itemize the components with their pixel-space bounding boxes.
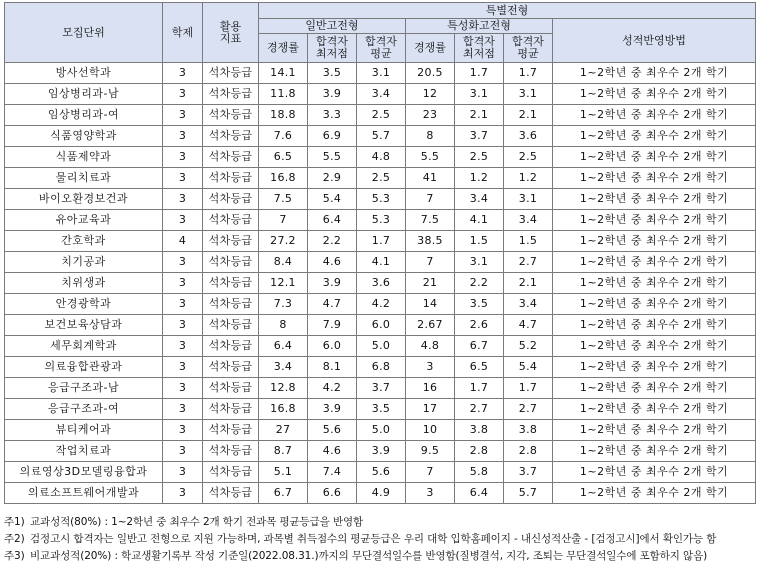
cell-special-competition: 3 [406,357,455,378]
cell-special-avg: 5.7 [504,483,553,504]
cell-general-competition: 3.4 [259,357,308,378]
footnote-label: 주3) [4,550,25,562]
table-row [5,84,756,105]
cell-years: 3 [163,147,203,168]
cell-years: 3 [163,63,203,84]
cell-method: 1~2학년 중 최우수 2개 학기 [553,147,756,168]
cell-years: 3 [163,84,203,105]
cell-metric: 석차등급 [203,147,259,168]
cell-special-min: 2.8 [455,441,504,462]
table-row [5,294,756,315]
cell-general-competition: 7 [259,210,308,231]
cell-special-avg: 2.8 [504,441,553,462]
cell-general-avg: 4.1 [357,252,406,273]
cell-general-competition: 27 [259,420,308,441]
cell-general-min: 6.0 [308,336,357,357]
cell-general-competition: 8 [259,315,308,336]
cell-method: 1~2학년 중 최우수 2개 학기 [553,336,756,357]
cell-method: 1~2학년 중 최우수 2개 학기 [553,357,756,378]
cell-special-competition: 10 [406,420,455,441]
cell-years: 4 [163,231,203,252]
cell-metric: 석차등급 [203,168,259,189]
cell-special-min: 6.5 [455,357,504,378]
header-years: 학제 [163,3,203,63]
cell-special-min: 2.5 [455,147,504,168]
cell-unit: 방사선학과 [5,63,163,84]
cell-special-min: 2.1 [455,105,504,126]
cell-general-avg: 4.2 [357,294,406,315]
cell-general-min: 7.4 [308,462,357,483]
header-special-min: 합격자 최저점 [455,34,504,63]
cell-general-avg: 4.8 [357,147,406,168]
cell-general-min: 7.9 [308,315,357,336]
cell-special-min: 1.5 [455,231,504,252]
cell-method: 1~2학년 중 최우수 2개 학기 [553,210,756,231]
cell-method: 1~2학년 중 최우수 2개 학기 [553,84,756,105]
cell-general-min: 5.4 [308,189,357,210]
header-special-avg: 합격자 평균 [504,34,553,63]
cell-general-avg: 3.7 [357,378,406,399]
cell-general-min: 6.9 [308,126,357,147]
cell-general-competition: 14.1 [259,63,308,84]
cell-method: 1~2학년 중 최우수 2개 학기 [553,483,756,504]
cell-general-avg: 1.7 [357,231,406,252]
table-row [5,210,756,231]
cell-general-avg: 5.0 [357,420,406,441]
cell-general-min: 3.5 [308,63,357,84]
cell-general-avg: 6.0 [357,315,406,336]
cell-special-min: 4.1 [455,210,504,231]
cell-years: 3 [163,252,203,273]
cell-general-competition: 6.5 [259,147,308,168]
cell-years: 3 [163,420,203,441]
table-row [5,420,756,441]
cell-general-competition: 7.3 [259,294,308,315]
cell-general-avg: 4.9 [357,483,406,504]
header-general: 일반고전형 [259,19,406,34]
cell-special-avg: 1.7 [504,63,553,84]
footnote-2 [4,531,756,548]
cell-general-competition: 11.8 [259,84,308,105]
cell-special-min: 2.7 [455,399,504,420]
cell-metric: 석차등급 [203,252,259,273]
cell-years: 3 [163,378,203,399]
cell-special-competition: 5.5 [406,147,455,168]
cell-unit: 작업치료과 [5,441,163,462]
cell-general-competition: 7.6 [259,126,308,147]
header-special-competition: 경쟁률 [406,34,455,63]
cell-metric: 석차등급 [203,126,259,147]
cell-unit: 의료소프트웨어개발과 [5,483,163,504]
cell-general-avg: 5.0 [357,336,406,357]
cell-years: 3 [163,399,203,420]
cell-general-avg: 2.5 [357,168,406,189]
cell-special-competition: 41 [406,168,455,189]
footnote-label: 주1) [4,516,25,528]
cell-general-avg: 5.3 [357,189,406,210]
cell-metric: 석차등급 [203,462,259,483]
cell-years: 3 [163,273,203,294]
cell-general-avg: 3.5 [357,399,406,420]
cell-years: 3 [163,336,203,357]
cell-general-avg: 3.9 [357,441,406,462]
cell-metric: 석차등급 [203,315,259,336]
cell-unit: 안경광학과 [5,294,163,315]
cell-general-avg: 3.4 [357,84,406,105]
cell-method: 1~2학년 중 최우수 2개 학기 [553,105,756,126]
cell-metric: 석차등급 [203,189,259,210]
cell-years: 3 [163,294,203,315]
footnote-text: 검정고시 합격자는 일반고 전형으로 지원 가능하며, 과목별 취득점수의 평균등급은 우리 대학 입학홈페이지 - 내신성적산출 - [검정고시]에서 확인가능 함 [30,533,717,545]
cell-special-competition: 7 [406,189,455,210]
cell-general-avg: 5.6 [357,462,406,483]
cell-special-competition: 23 [406,105,455,126]
admission-table-wrapper [4,2,755,504]
cell-metric: 석차등급 [203,84,259,105]
cell-general-competition: 12.8 [259,378,308,399]
cell-special-min: 1.2 [455,168,504,189]
cell-general-min: 2.9 [308,168,357,189]
cell-method: 1~2학년 중 최우수 2개 학기 [553,399,756,420]
cell-unit: 의료융합관광과 [5,357,163,378]
cell-special-min: 2.6 [455,315,504,336]
cell-special-avg: 3.4 [504,294,553,315]
cell-general-min: 4.6 [308,441,357,462]
cell-general-avg: 5.3 [357,210,406,231]
cell-special-avg: 3.6 [504,126,553,147]
cell-metric: 석차등급 [203,378,259,399]
cell-general-min: 3.3 [308,105,357,126]
cell-general-min: 3.9 [308,399,357,420]
cell-metric: 석차등급 [203,483,259,504]
table-row [5,357,756,378]
cell-special-avg: 4.7 [504,315,553,336]
footnote-1 [4,514,756,531]
cell-special-competition: 7 [406,252,455,273]
cell-unit: 바이오환경보건과 [5,189,163,210]
footnote-label: 주2) [4,533,25,545]
cell-general-competition: 6.4 [259,336,308,357]
footnote-3 [4,548,756,565]
cell-general-min: 4.2 [308,378,357,399]
cell-special-avg: 1.2 [504,168,553,189]
cell-special-min: 3.8 [455,420,504,441]
table-row [5,189,756,210]
cell-special-avg: 3.1 [504,84,553,105]
cell-metric: 석차등급 [203,399,259,420]
cell-unit: 보건보육상담과 [5,315,163,336]
cell-general-avg: 6.8 [357,357,406,378]
cell-unit: 치위생과 [5,273,163,294]
cell-special-competition: 21 [406,273,455,294]
cell-metric: 석차등급 [203,357,259,378]
cell-years: 3 [163,357,203,378]
footnote-text: 비교과성적(20%) : 학교생활기록부 작성 기준일(2022.08.31.)까지의 무단결석일수를 반영함(질병결석, 지각, 조퇴는 무단결석일수에 포함하지 않음) [30,550,708,562]
cell-special-avg: 5.2 [504,336,553,357]
cell-special-avg: 2.5 [504,147,553,168]
cell-metric: 석차등급 [203,420,259,441]
cell-unit: 응급구조과-여 [5,399,163,420]
cell-special-competition: 17 [406,399,455,420]
cell-general-min: 5.6 [308,420,357,441]
cell-special-avg: 3.7 [504,462,553,483]
cell-unit: 식품영양학과 [5,126,163,147]
cell-special-avg: 2.1 [504,105,553,126]
cell-years: 3 [163,315,203,336]
cell-metric: 석차등급 [203,231,259,252]
cell-general-min: 6.4 [308,210,357,231]
cell-unit: 물리치료과 [5,168,163,189]
cell-years: 3 [163,462,203,483]
header-general-min: 합격자 최저점 [308,34,357,63]
cell-general-avg: 3.6 [357,273,406,294]
cell-special-avg: 1.7 [504,378,553,399]
cell-special-competition: 16 [406,378,455,399]
cell-special-competition: 38.5 [406,231,455,252]
cell-special-min: 3.1 [455,84,504,105]
table-row [5,147,756,168]
cell-general-competition: 6.7 [259,483,308,504]
cell-general-competition: 16.8 [259,168,308,189]
cell-special-min: 1.7 [455,378,504,399]
table-row [5,105,756,126]
cell-special-min: 6.4 [455,483,504,504]
header-unit: 모집단위 [5,3,163,63]
cell-special-competition: 9.5 [406,441,455,462]
cell-general-competition: 18.8 [259,105,308,126]
table-row [5,168,756,189]
cell-method: 1~2학년 중 최우수 2개 학기 [553,126,756,147]
table-row [5,336,756,357]
table-row [5,441,756,462]
cell-special-competition: 14 [406,294,455,315]
cell-general-avg: 5.7 [357,126,406,147]
table-row [5,231,756,252]
header-general-competition: 경쟁률 [259,34,308,63]
cell-method: 1~2학년 중 최우수 2개 학기 [553,273,756,294]
cell-method: 1~2학년 중 최우수 2개 학기 [553,231,756,252]
cell-general-min: 6.6 [308,483,357,504]
table-row [5,483,756,504]
cell-special-competition: 3 [406,483,455,504]
cell-special-avg: 3.1 [504,189,553,210]
cell-special-competition: 7 [406,462,455,483]
table-row [5,273,756,294]
cell-metric: 석차등급 [203,441,259,462]
cell-special-competition: 4.8 [406,336,455,357]
header-general-avg: 합격자 평균 [357,34,406,63]
cell-special-avg: 2.7 [504,399,553,420]
cell-general-competition: 7.5 [259,189,308,210]
cell-special-competition: 20.5 [406,63,455,84]
cell-unit: 임상병리과-여 [5,105,163,126]
cell-special-min: 3.4 [455,189,504,210]
table-row [5,378,756,399]
cell-method: 1~2학년 중 최우수 2개 학기 [553,189,756,210]
cell-method: 1~2학년 중 최우수 2개 학기 [553,168,756,189]
cell-method: 1~2학년 중 최우수 2개 학기 [553,462,756,483]
cell-general-min: 3.9 [308,84,357,105]
cell-general-avg: 2.5 [357,105,406,126]
cell-special-competition: 7.5 [406,210,455,231]
cell-special-avg: 3.4 [504,210,553,231]
cell-metric: 석차등급 [203,105,259,126]
cell-method: 1~2학년 중 최우수 2개 학기 [553,294,756,315]
cell-years: 3 [163,105,203,126]
header-special: 특별전형 [259,3,756,19]
cell-years: 3 [163,483,203,504]
cell-general-competition: 8.4 [259,252,308,273]
cell-method: 1~2학년 중 최우수 2개 학기 [553,63,756,84]
cell-unit: 임상병리과-남 [5,84,163,105]
cell-general-avg: 3.1 [357,63,406,84]
cell-special-avg: 3.8 [504,420,553,441]
cell-special-avg: 2.1 [504,273,553,294]
cell-special-avg: 5.4 [504,357,553,378]
cell-unit: 응급구조과-남 [5,378,163,399]
cell-special-min: 5.8 [455,462,504,483]
cell-years: 3 [163,441,203,462]
cell-general-competition: 16.8 [259,399,308,420]
cell-method: 1~2학년 중 최우수 2개 학기 [553,252,756,273]
cell-special-min: 2.2 [455,273,504,294]
table-row [5,126,756,147]
table-row [5,462,756,483]
cell-years: 3 [163,189,203,210]
cell-special-min: 1.7 [455,63,504,84]
table-body [5,63,756,504]
cell-special-min: 3.1 [455,252,504,273]
cell-unit: 식품제약과 [5,147,163,168]
cell-general-competition: 12.1 [259,273,308,294]
cell-metric: 석차등급 [203,273,259,294]
footnotes [4,514,756,565]
cell-general-min: 5.5 [308,147,357,168]
cell-metric: 석차등급 [203,294,259,315]
cell-general-min: 8.1 [308,357,357,378]
cell-years: 3 [163,126,203,147]
cell-general-competition: 8.7 [259,441,308,462]
cell-metric: 석차등급 [203,63,259,84]
cell-special-competition: 2.67 [406,315,455,336]
cell-special-min: 6.7 [455,336,504,357]
cell-general-competition: 5.1 [259,462,308,483]
admission-table [4,2,756,504]
cell-special-avg: 1.5 [504,231,553,252]
table-row [5,252,756,273]
cell-method: 1~2학년 중 최우수 2개 학기 [553,378,756,399]
cell-unit: 치기공과 [5,252,163,273]
cell-method: 1~2학년 중 최우수 2개 학기 [553,315,756,336]
header-specialized: 특성화고전형 [406,19,553,34]
cell-metric: 석차등급 [203,210,259,231]
footnote-text: 교과성적(80%) : 1~2학년 중 최우수 2개 학기 전과목 평균등급을 반영함 [30,516,364,528]
cell-special-min: 3.7 [455,126,504,147]
cell-unit: 유아교육과 [5,210,163,231]
table-row [5,315,756,336]
cell-general-min: 4.7 [308,294,357,315]
table-row [5,399,756,420]
cell-method: 1~2학년 중 최우수 2개 학기 [553,420,756,441]
cell-general-min: 4.6 [308,252,357,273]
cell-general-competition: 27.2 [259,231,308,252]
cell-general-min: 2.2 [308,231,357,252]
cell-unit: 간호학과 [5,231,163,252]
cell-special-min: 3.5 [455,294,504,315]
table-row [5,63,756,84]
cell-years: 3 [163,210,203,231]
cell-method: 1~2학년 중 최우수 2개 학기 [553,441,756,462]
cell-unit: 의료영상3D모델링융합과 [5,462,163,483]
cell-special-avg: 2.7 [504,252,553,273]
cell-unit: 뷰티케어과 [5,420,163,441]
header-method: 성적반영방법 [553,19,756,63]
cell-general-min: 3.9 [308,273,357,294]
cell-special-competition: 8 [406,126,455,147]
cell-special-competition: 12 [406,84,455,105]
cell-metric: 석차등급 [203,336,259,357]
cell-unit: 세무회계학과 [5,336,163,357]
cell-years: 3 [163,168,203,189]
header-metric: 활용 지표 [203,3,259,63]
